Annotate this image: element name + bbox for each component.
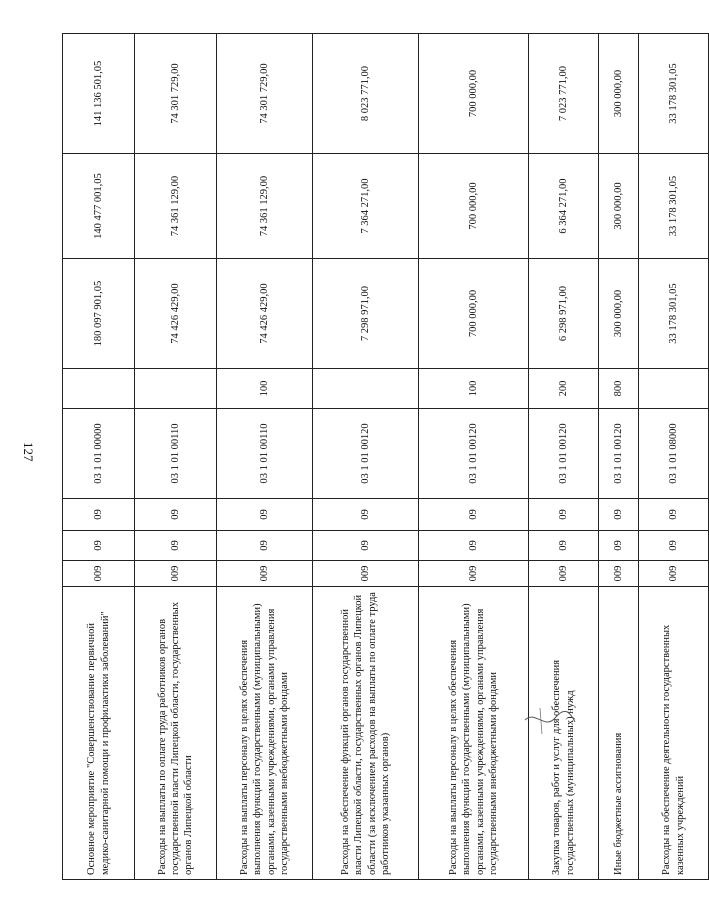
row-amount-year3: 7 023 771,00 — [529, 34, 599, 154]
row-code-section: 09 — [63, 531, 135, 561]
row-code-section: 09 — [599, 531, 639, 561]
row-code-ministry: 009 — [639, 561, 709, 587]
row-amount-year3: 300 000,00 — [599, 34, 639, 154]
row-expense-type: 100 — [217, 369, 313, 409]
row-amount-year2: 700 000,00 — [419, 154, 529, 259]
row-amount-year3: 74 301 729,00 — [135, 34, 217, 154]
row-code-subsection: 09 — [419, 499, 529, 531]
row-target-article: 03 1 01 00110 — [217, 409, 313, 499]
budget-table-container — [62, 34, 686, 880]
row-code-subsection: 09 — [217, 499, 313, 531]
row-code-section: 09 — [217, 531, 313, 561]
row-code-ministry: 009 — [217, 561, 313, 587]
row-target-article: 03 1 01 00120 — [419, 409, 529, 499]
row-target-article: 03 1 01 00120 — [529, 409, 599, 499]
row-code-ministry: 009 — [313, 561, 419, 587]
row-description: Расходы на выплаты по оплате труда работников органов государственной власти Липецкой области, государственных органов Липецкой области — [135, 587, 217, 880]
row-code-subsection: 09 — [63, 499, 135, 531]
row-code-subsection: 09 — [529, 499, 599, 531]
row-amount-year1: 33 178 301,05 — [639, 259, 709, 369]
row-code-section: 09 — [313, 531, 419, 561]
row-code-ministry: 009 — [419, 561, 529, 587]
row-description: Иные бюджетные ассигнования — [599, 587, 639, 880]
table-row — [135, 34, 217, 880]
table-row — [313, 34, 419, 880]
page-number: 127 — [21, 442, 36, 462]
row-amount-year1: 700 000,00 — [419, 259, 529, 369]
row-amount-year1: 74 426 429,00 — [135, 259, 217, 369]
row-description: Основное мероприятие "Совершенствование первичной медико-санитарной помощи и профилактики заболеваний" — [63, 587, 135, 880]
table-row — [639, 34, 709, 880]
row-code-subsection: 09 — [313, 499, 419, 531]
row-amount-year3: 8 023 771,00 — [313, 34, 419, 154]
row-amount-year2: 140 477 001,05 — [63, 154, 135, 259]
row-amount-year3: 700 000,00 — [419, 34, 529, 154]
row-code-ministry: 009 — [529, 561, 599, 587]
row-code-section: 09 — [529, 531, 599, 561]
row-amount-year2: 74 361 129,00 — [135, 154, 217, 259]
row-amount-year1: 7 298 971,00 — [313, 259, 419, 369]
table-row — [529, 34, 599, 880]
row-amount-year2: 7 364 271,00 — [313, 154, 419, 259]
row-target-article: 03 1 01 00120 — [313, 409, 419, 499]
row-description: Расходы на выплаты персоналу в целях обеспечения выполнения функций государственными (муниципальными) органами, казенными учреждениями, органами управления государственными внебюджетными фондами — [419, 587, 529, 880]
row-expense-type: 800 — [599, 369, 639, 409]
row-amount-year3: 141 136 501,05 — [63, 34, 135, 154]
handwritten-mark — [520, 700, 580, 740]
row-amount-year2: 300 000,00 — [599, 154, 639, 259]
row-code-section: 09 — [419, 531, 529, 561]
row-description: Расходы на обеспечение функций органов государственной власти Липецкой области, государственных органов Липецкой области (за исключением расходов на выплаты по оплате труда работников указанных органов) — [313, 587, 419, 880]
row-code-section: 09 — [639, 531, 709, 561]
row-code-subsection: 09 — [639, 499, 709, 531]
row-amount-year1: 74 426 429,00 — [217, 259, 313, 369]
row-code-subsection: 09 — [135, 499, 217, 531]
row-target-article: 03 1 01 00110 — [135, 409, 217, 499]
row-description: Расходы на выплаты персоналу в целях обеспечения выполнения функций государственными (муниципальными) органами, казенными учреждениями, органами управления государственными внебюджетными фондами — [217, 587, 313, 880]
table-row — [599, 34, 639, 880]
row-amount-year2: 33 178 301,05 — [639, 154, 709, 259]
row-code-ministry: 009 — [599, 561, 639, 587]
row-target-article: 03 1 01 08000 — [639, 409, 709, 499]
row-amount-year2: 6 364 271,00 — [529, 154, 599, 259]
budget-table — [62, 33, 709, 880]
row-expense-type: 200 — [529, 369, 599, 409]
row-expense-type — [639, 369, 709, 409]
row-expense-type — [135, 369, 217, 409]
row-code-section: 09 — [135, 531, 217, 561]
row-description: Закупка товаров, работ и услуг для обеспечения государственных (муниципальных) нужд — [529, 587, 599, 880]
row-code-ministry: 009 — [63, 561, 135, 587]
row-description: Расходы на обеспечение деятельности государственных казенных учреждений — [639, 587, 709, 880]
table-row — [63, 34, 135, 880]
row-amount-year2: 74 361 129,00 — [217, 154, 313, 259]
row-code-ministry: 009 — [135, 561, 217, 587]
row-target-article: 03 1 01 00000 — [63, 409, 135, 499]
row-expense-type: 100 — [419, 369, 529, 409]
row-amount-year1: 300 000,00 — [599, 259, 639, 369]
table-row — [419, 34, 529, 880]
row-code-subsection: 09 — [599, 499, 639, 531]
row-amount-year3: 33 178 301,05 — [639, 34, 709, 154]
row-amount-year1: 180 097 901,05 — [63, 259, 135, 369]
row-amount-year1: 6 298 971,00 — [529, 259, 599, 369]
row-amount-year3: 74 301 729,00 — [217, 34, 313, 154]
row-expense-type — [313, 369, 419, 409]
row-target-article: 03 1 01 00120 — [599, 409, 639, 499]
table-row — [217, 34, 313, 880]
row-expense-type — [63, 369, 135, 409]
